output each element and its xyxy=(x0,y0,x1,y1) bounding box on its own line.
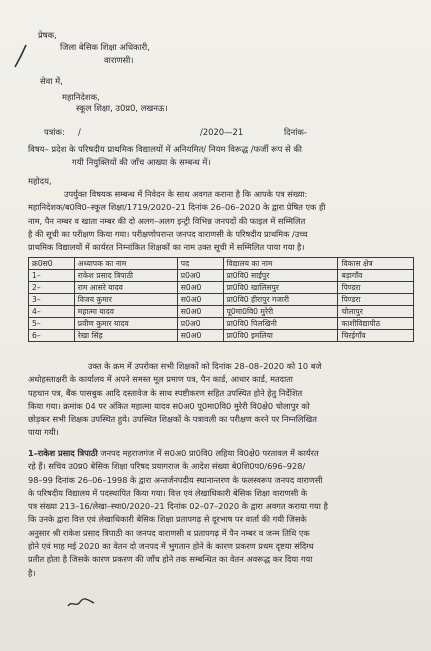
table-cell: विजय कुमार xyxy=(74,294,177,306)
para1-line: उपर्युक्त विषयक सम्बन्ध में निवेदन के साथ अवगत कराना है कि आपके पत्र संख्या: xyxy=(64,189,308,199)
table-cell: प्र0अ0 xyxy=(177,318,223,330)
table-cell: स0अ0 xyxy=(177,330,223,342)
table-row xyxy=(29,294,414,306)
table-cell: प्रा0वि0 पिलखिनी xyxy=(223,318,338,330)
paragraph-finding-1 xyxy=(28,447,416,580)
table-cell: प्रा0वि0 साईंपुर xyxy=(223,270,338,282)
teacher-table xyxy=(28,257,414,342)
table-cell: चोलापुर xyxy=(338,306,414,318)
table-row xyxy=(29,282,414,294)
ref-prefix: पत्रांक: xyxy=(44,127,65,137)
para2-line: अधोहस्ताक्षरी के कार्यालय में अपने समस्त मूल प्रमाण पत्र, पैन कार्ड, आधार कार्ड, मतदाता xyxy=(28,374,293,385)
paragraph-hearing xyxy=(28,360,416,440)
to-label: सेवा में, xyxy=(40,76,63,86)
table-cell: 2– xyxy=(29,282,75,294)
handwritten-mark xyxy=(14,44,28,68)
table-row xyxy=(29,306,414,318)
table-row xyxy=(29,318,414,330)
para3-line: अनुसार श्री राकेश प्रसाद त्रिपाठी का जनपद वाराणसी व प्रतापगढ़ में पैन नम्बर व जन्म तिथि एक xyxy=(28,527,310,538)
table-cell: स0अ0 xyxy=(177,306,223,318)
table-row xyxy=(29,330,414,342)
para3-line: पत्र संख्या 213–16/लेखा–स्था0/2020–21 दिनांक 02–07–2020 के द्वारा अवगत कराया गया है xyxy=(28,501,328,512)
table-cell: स0अ0 xyxy=(177,294,223,306)
table-cell: 1– xyxy=(29,270,75,282)
table-cell: 6– xyxy=(29,330,75,342)
table-cell: प्रा0वि0 हीरापुर गजारी xyxy=(223,294,338,306)
para3-line: प्रतीत होता है जिसके कारण प्रकरण की जाँच होने तक सम्बन्धित का वेतन अवरूद्ध कर दिया गया xyxy=(28,554,313,565)
para3-first-rest: जनपद महराजगंज में स0अ0 प्रा0वि0 लहिया वि0क्षे0 परतावल में कार्यरत xyxy=(97,448,319,458)
table-cell: राकेश प्रसाद त्रिपाठी xyxy=(74,270,177,282)
table-cell: रेखा सिंह xyxy=(74,330,177,342)
table-cell: प्र0अ0 xyxy=(177,270,223,282)
handwritten-initials xyxy=(66,596,96,610)
para2-line: किया गया। क्रमांक 04 पर अंकित महात्मा यादव स0अ0 पू0मा0वि0 मुरेरी वि0क्षे0 चोलापुर को xyxy=(28,400,310,411)
salutation: महोदय, xyxy=(28,176,52,186)
para2-line: पाया गयी। xyxy=(28,427,59,438)
table-cell: बड़ागाँव xyxy=(338,270,414,282)
to-line2: स्कूल शिक्षा, उ0प्र0, लखनऊ। xyxy=(76,103,168,113)
from-line1: जिला बेसिक शिक्षा अधिकारी, xyxy=(60,42,150,52)
table-cell: पिण्डरा xyxy=(338,294,414,306)
table-cell: प्रा0वि0 खालिसपुर xyxy=(223,282,338,294)
table-cell: 3– xyxy=(29,294,75,306)
ref-slash: / xyxy=(78,127,81,137)
table-cell: 4– xyxy=(29,306,75,318)
para3-line: कि उनके द्वारा वित्त एवं लेखाधिकारी बेसिक शिक्षा प्रतापगढ़ से दूरभाष पर वार्ता की गयी जिसके xyxy=(28,514,307,525)
para2-line: उक्त के क्रम में उपरोक्त सभी शिक्षकों को दिनांक 28–08–2020 को 10 बजे xyxy=(88,361,322,371)
table-cell: पू0मा0वि0 मुरेरी xyxy=(223,306,338,318)
table-cell: प्रा0वि0 इमलिया xyxy=(223,330,338,342)
para3-line: रहे हैं। सचिव उ0प्र0 बेसिक शिक्षा परिषद प्रयागराज के आदेश संख्या बे0शि0प0/696–928/ xyxy=(28,461,306,472)
col-header: अध्यापक का नाम xyxy=(74,258,177,270)
table-cell: 5– xyxy=(29,318,75,330)
table-header-row xyxy=(29,258,414,270)
para2-line: पहचान पत्र, बैंक पासबुक आदि दस्तावेज के साथ स्पष्टीकरण सहित उपस्थित होने हेतु निर्देशित xyxy=(28,387,303,398)
to-line1: महानिदेशक, xyxy=(62,92,100,102)
para1-line: प्राथमिक विद्यालयों में कार्यरत निम्नांकित शिक्षकों का नाम उक्त सूची में सम्मिलित पाया गया है। xyxy=(28,242,305,253)
para3-line: होने एवं माह मई 2020 का वेतन दो जनपद में भुगतान होने के कारण प्रकरण प्रथम दृष्टया संदिग्ध xyxy=(28,541,314,552)
para3-line: के परिषदीय विद्यालय में पदस्थापित किया गया। वित्त एवं लेखाधिकारी बेसिक शिक्षा वाराणसी के xyxy=(28,487,308,498)
col-header: क्र0स0 xyxy=(29,258,75,270)
table-cell: प्रवीण कुमार यादव xyxy=(74,318,177,330)
teacher-name-bold: 1–राकेश प्रसाद त्रिपाठी xyxy=(28,448,98,458)
ref-year: /2020—21 xyxy=(200,127,244,137)
para3-line: 98–99 दिनांक 26–06–1998 के द्वारा अन्तर्जनपदीय स्थानान्तरण के फलस्वरूप जनपद वाराणसी xyxy=(28,474,323,485)
col-header: विकास क्षेत्र xyxy=(338,258,414,270)
from-label: प्रेषक, xyxy=(38,30,57,40)
subject-line2: गयी नियुक्तियों की जाँच आख्या के सम्बन्ध में। xyxy=(72,157,211,167)
col-header: पद xyxy=(177,258,223,270)
paragraph-intro xyxy=(28,188,416,254)
para3-first-line xyxy=(28,447,416,460)
para1-line: नाम, पैन नम्बर व खाता नम्बर की दो अलग–अलग इन्ट्री विभिन्न जनपदों की फाइल में सम्मिलित xyxy=(28,215,306,226)
table-cell: राम आसरे यादव xyxy=(74,282,177,294)
from-line2: वाराणसी। xyxy=(104,55,134,65)
para1-line: है की सूची का परीक्षण किया गया। परीक्षणोपरान्त जनपद वाराणसी के परिषदीय प्राथमिक /उच्च xyxy=(28,228,308,239)
table-cell: चिरईगाँव xyxy=(338,330,414,342)
table-row xyxy=(29,270,414,282)
subject-line1: विषय– प्रदेश के परिषदीय प्राथमिक विद्यालयों में अनियमित/ नियम विरूद्ध /फर्जी रूप से की xyxy=(28,144,302,154)
col-header: विद्यालय का नाम xyxy=(223,258,338,270)
table-cell: काशीविद्यापीठ xyxy=(338,318,414,330)
table-cell: स0अ0 xyxy=(177,282,223,294)
para3-line: है। xyxy=(28,567,36,578)
table-cell: महात्मा यादव xyxy=(74,306,177,318)
table-cell: पिण्डरा xyxy=(338,282,414,294)
para2-line: छोड़कर सभी शिक्षक उपस्थित हुये। उपस्थित शिक्षकों के पत्रावली का परीक्षण करने पर निम्नलिखित xyxy=(28,414,317,425)
para1-line: महानिदेशक/ब0वि0–स्कूल शिक्षा/1719/2020–21 दिनांक 26–06–2020 के द्वारा प्रेषित एक ही xyxy=(28,202,326,213)
date-label: दिनांक- xyxy=(284,127,307,137)
